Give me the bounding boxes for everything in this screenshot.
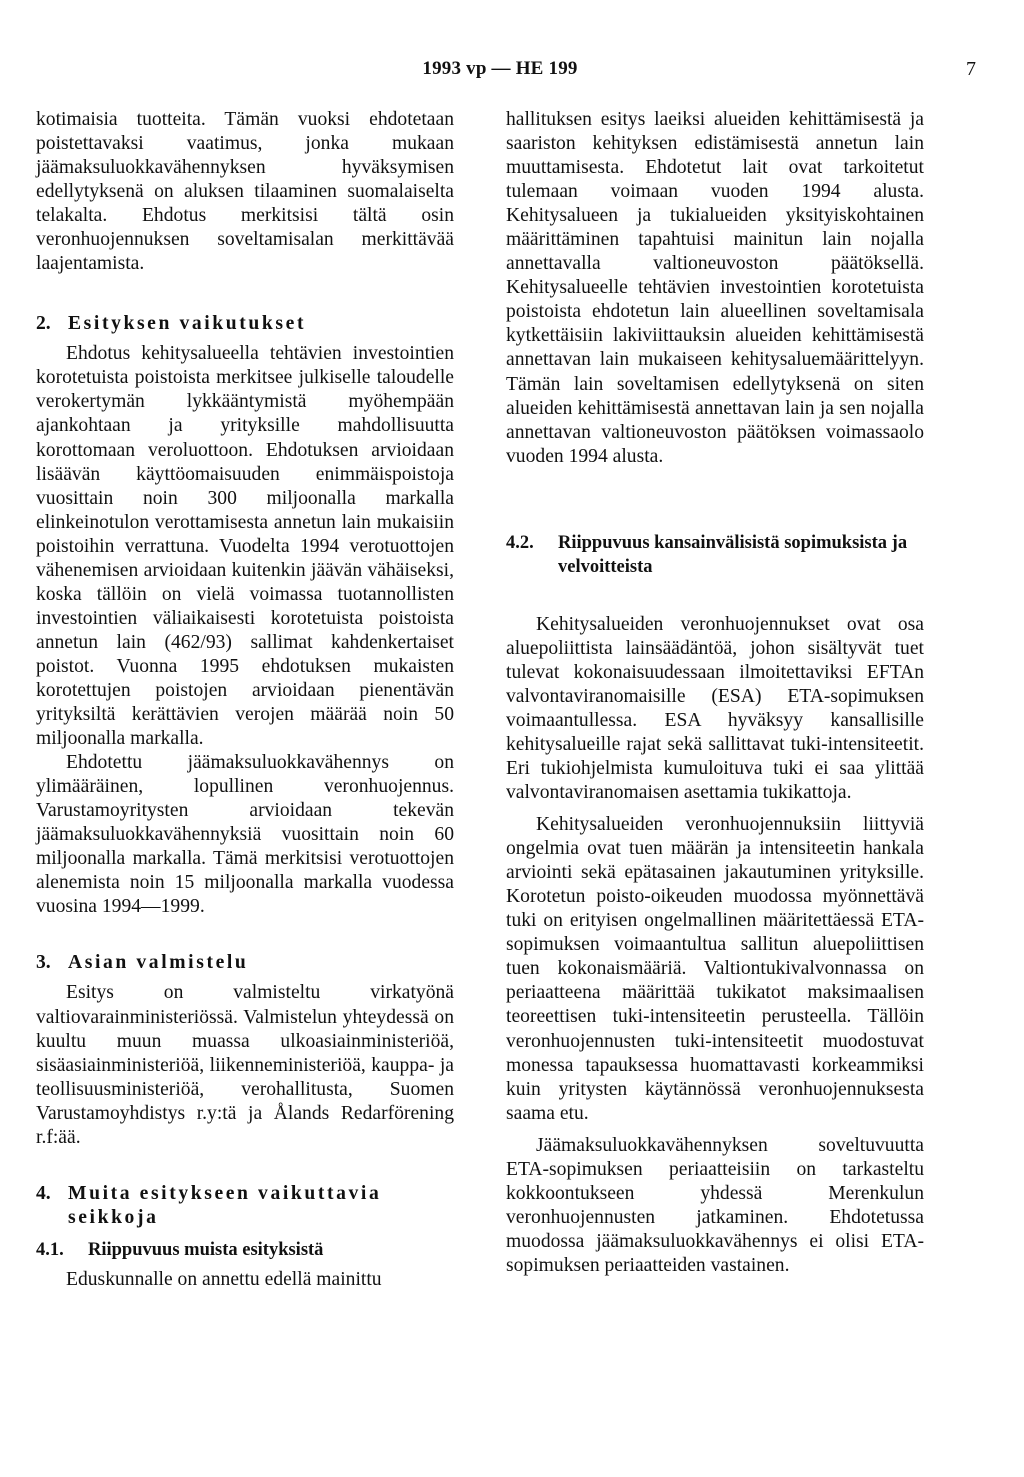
page-number: 7 bbox=[966, 58, 976, 80]
section-3-heading bbox=[36, 951, 454, 975]
section-2-number: 2. bbox=[36, 313, 51, 335]
section-4-2-number: 4.2. bbox=[506, 532, 534, 553]
section-4-2-heading bbox=[506, 531, 924, 579]
section-3-number: 3. bbox=[36, 952, 51, 974]
paragraph-s41-1: Eduskunnalle on annettu edellä mainittu bbox=[66, 1268, 382, 1290]
section-4-1-number: 4.1. bbox=[36, 1239, 64, 1260]
section-4-1-heading bbox=[36, 1238, 454, 1262]
right-column bbox=[506, 108, 924, 1278]
paragraph-s42-2: Kehitysalueiden veronhuojennuksiin liittyviä ongelmia ovat tuen määrän ja intensiteetin hankala arviointi sekä epätasainen jakautuminen yrityksille. Korotetun poisto-oikeuden muodossa myönnettävä tuki on erityisen ongelmallinen määritettäessä ETA-sopimuksen voimaantultua sallitun aluepoliittisen tuen kokonaismääriä. Valtiontukivalvonnassa on periaatteena määrittää tukikatot maksimaalisen teoreettisen tuki-intensiteetin perusteella. Tällöin veronhuojennusten tuki-intensiteetit muodostuvat monessa tapauksessa huomattavasti korkeammiksi kuin yritysten käytännössä veronhuojennuksesta saama etu. bbox=[506, 814, 924, 1124]
paragraph-s3-1: Esitys on valmisteltu virkatyönä valtiovarainministeriössä. Valmistelun yhteydessä on kuultu muun muassa ulkoasiainministeriöä, sisäasiainministeriöä, liikenneministeriöä, kauppa- ja teollisuusministeriöä, verohallitusta, Suomen Varustamoyhdistys r.y:tä ja Ålands Redarförening r.f:ää. bbox=[36, 982, 454, 1148]
page-header bbox=[36, 58, 976, 88]
paragraph-intro: kotimaisia tuotteita. Tämän vuoksi ehdotetaan poistettavaksi vaatimus, jonka mukaan jäämaksuluokkavähennyksen hyväksymisen edellytyksenä on aluksen tilaaminen suomalaiselta telakalta. Ehdotus merkitsisi tältä osin veronhuojennuksen soveltamisalan merkittävää laajentamista. bbox=[36, 109, 454, 275]
section-4-heading bbox=[36, 1182, 454, 1230]
left-column bbox=[36, 108, 454, 1292]
paragraph-s2-2: Ehdotettu jäämaksuluokkavähennys on ylimääräinen, lopullinen veronhuojennus. Varustamoyritysten arvioidaan tekevän jäämaksuluokkavähennyksiä vuosittain noin 60 miljoonalla markalla. Tämä merkitsisi verotuottojen alenemista noin 15 miljoonalla markalla vuodessa vuosina 1994—1999. bbox=[36, 752, 454, 918]
section-3-title: Asian valmistelu bbox=[68, 952, 249, 974]
section-4-1-title: Riippuvuus muista esityksistä bbox=[88, 1239, 324, 1260]
section-2-title: Esityksen vaikutukset bbox=[68, 313, 307, 335]
paragraph-s42-3: Jäämaksuluokkavähennyksen soveltuvuutta ETA-sopimuksen periaatteisiin on tarkasteltu kokkoontukseen yhdessä Merenkulun veronhuojennusten jatkaminen. Ehdotetussa muodossa jäämaksuluokkavähennys ei olisi ETA-sopimuksen periaatteiden vastainen. bbox=[506, 1134, 924, 1276]
paragraph-right-continued: hallituksen esitys laeiksi alueiden kehittämisestä ja saariston kehityksen edistämisestä annetun lain muuttamisesta. Ehdotetut lait ovat tarkoitetut tulemaan voimaan vuoden 1994 alusta. Kehitysalueen ja tukialueiden yksityiskohtainen määrittäminen tapahtuisi mainitun lain nojalla annettavalla valtioneuvoston päätöksellä. Kehitysalueelle tehtävien investointien korotetuista poistoista ehdotetun lain alueellinen soveltamisala kytkettäisiin lakiviittauksin alueiden kehittämisestä annettavan lain mukaiseen kehitysaluemäärittelyyn. Tämän lain soveltamisen edellytyksenä on siten alueiden kehittämisestä annettavan lain ja sen nojalla annettavan valtioneuvoston päätöksen voimassaolo vuoden 1994 alusta. bbox=[506, 109, 924, 467]
section-4-title: Muita esitykseen vaikuttavia seikkoja bbox=[68, 1182, 382, 1228]
paragraph-s42-1: Kehitysalueiden veronhuojennukset ovat osa aluepoliittista lainsäädäntöä, johon sisältyvät tuet tulevat kokonaisuudessaan ilmoitettaviksi EFTAn valvontaviranomaisille (ESA) ETA-sopimuksen voimaantullessa. ESA hyväksyy kansallisille kehitysalueille rajat sekä sallittavat tuki-intensiteetit. Eri tukiohjelmista kumuloituva tuki ei saa ylittää valvontaviranomaisen asettamia tukikattoja. bbox=[506, 613, 924, 804]
section-2-heading bbox=[36, 312, 454, 336]
paragraph-s2-1: Ehdotus kehitysalueella tehtävien investointien korotetuista poistoista merkitsee julkiselle taloudelle verokertymän lykkääntymistä myöhempään ajankohtaan ja yrityksille mahdollisuutta korottomaan veroluottoon. Ehdotuksen arvioidaan lisäävän käyttöomaisuuden enimmäispoistoja vuosittain noin 300 miljoonalla markalla elinkeinotulon verottamisesta annetun lain mukaisiin poistoihin verrattuna. Vuodelta 1994 verotuottojen vähenemisen arvioidaan kuitenkin jäävän vähäiseksi, koska tällöin on vielä voimassa tuotannollisten investointien väliaikaisesti korotetuista poistoista annetun lain (462/93) sallimat kahdenkertaiset poistot. Vuonna 1995 ehdotuksen mukaisten korotettujen poistojen arvioidaan pienentävän yrityksiltä kerättävien verojen määrää noin 50 miljoonalla markalla. bbox=[36, 343, 454, 750]
section-4-2-title: Riippuvuus kansainvälisistä sopimuksista ja velvoitteista bbox=[558, 532, 908, 577]
header-title: 1993 vp — HE 199 bbox=[422, 58, 578, 79]
section-4-number: 4. bbox=[36, 1182, 51, 1204]
